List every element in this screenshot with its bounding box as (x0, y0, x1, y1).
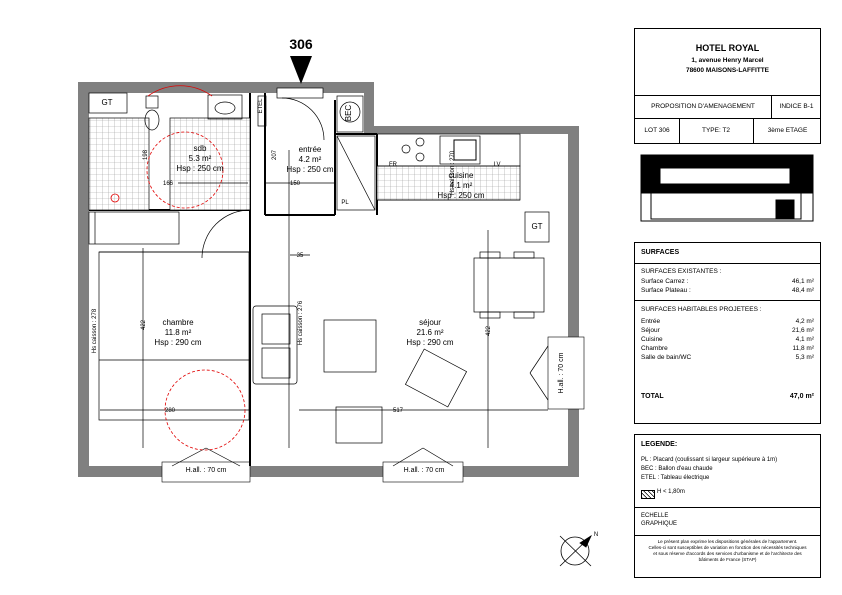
legend-panel (634, 434, 821, 578)
dim-280: 280 (164, 408, 175, 414)
room-sdb-label: sdb 5.3 m² Hsp : 250 cm (176, 144, 224, 173)
lot-label: LOT 306 (644, 127, 670, 134)
habitables-row-sejour: Séjour 21,6 m² (641, 327, 814, 334)
dim-422-left: 422 (141, 320, 147, 331)
fixture-fr: FR (389, 162, 397, 168)
window-label-chambre: H.all. : 70 cm (185, 467, 227, 474)
habitables-heading: SURFACES HABITABLES PROJETEES : (641, 306, 762, 313)
echelle-label-1: ECHELLE (641, 513, 669, 519)
fixture-bec: BEC (344, 104, 353, 122)
etage-label: 3ème ETAGE (767, 127, 808, 134)
dim-198: 198 (143, 150, 149, 161)
legend-heading: LEGENDE: (641, 441, 678, 448)
fixture-etel: ETEL (258, 98, 264, 114)
surfaces-heading: SURFACES (641, 249, 680, 256)
dim-hs-caisson-278: Hs caisson : 278 (92, 308, 98, 354)
existantes-heading: SURFACES EXISTANTES : (641, 268, 722, 275)
disclaimer: Le présent plan exprime les dispositions générales de l'appartement. Celles-ci sont susceptibles de variation en fonction des nécessités techniques et sous réserve d'accords des services d'urbanisme et de l'architecte des bâtiments de France (STAP) (648, 539, 807, 562)
type-label: TYPE: T2 (701, 127, 731, 134)
total-row: TOTAL 47,0 m² (641, 393, 814, 400)
legend-item-etel: ETEL : Tableau électrique (641, 475, 710, 481)
room-entree-label: entrée 4.2 m² Hsp : 250 cm (286, 145, 334, 174)
fixture-pl: PL (341, 200, 349, 206)
indice-label: INDICE B-1 (779, 103, 814, 110)
existantes-row-carrez: Surface Carrez : 46,1 m² (641, 278, 814, 285)
proposition-label: PROPOSITION D'AMENAGEMENT (651, 103, 755, 110)
echelle-label-2: GRAPHIQUE (641, 521, 678, 527)
dim-150: 150 (289, 181, 300, 187)
address-line-1: 1, avenue Henry Marcel (691, 57, 764, 64)
fixture-lv: LV (493, 162, 501, 168)
surfaces-panel (634, 242, 821, 424)
title-block (634, 28, 821, 144)
dim-517: 517 (392, 408, 403, 414)
legend-item-bec: BEC : Ballon d'eau chaude (641, 466, 713, 472)
window-openings (162, 337, 584, 482)
key-plan (641, 155, 813, 221)
dim-207: 207 (272, 150, 278, 161)
address-line-2: 78600 MAISONS-LAFFITTE (685, 67, 770, 74)
hatch-swatch (641, 490, 655, 499)
legend-item-pl: PL : Placard (coulissant si largeur supérieure à 1m) (641, 457, 778, 463)
lot-arrow-icon (290, 56, 312, 84)
fixture-gt-living: GT (531, 222, 543, 231)
room-cuisine-label: cuisine 4.1 m² Hsp : 250 cm (437, 171, 485, 200)
habitables-row-sdb: Salle de bain/WC 5,3 m² (641, 354, 814, 361)
dim-422-right: 422 (486, 326, 492, 337)
window-label-sejour: H.all. : 70 cm (403, 467, 445, 474)
lot-number: 306 (289, 36, 313, 52)
dim-35: 35 (296, 253, 304, 259)
compass-icon (560, 536, 591, 566)
north-label: N (593, 532, 599, 538)
habitables-row-chambre: Chambre 11,8 m² (641, 345, 814, 352)
window-label-side: H.all. : 70 cm (558, 352, 565, 394)
habitables-row-entree: Entrée 4,2 m² (641, 318, 814, 325)
existantes-row-plateau: Surface Plateau : 48,4 m² (641, 287, 814, 294)
hotel-name: HOTEL ROYAL (695, 43, 760, 53)
exterior-walls (78, 82, 579, 477)
room-sejour-label: séjour 21.6 m² Hsp : 290 cm (406, 318, 454, 347)
dim-hs-caisson-270: Hs caisson : 270 (450, 150, 456, 196)
fixture-gt-bath: GT (101, 98, 113, 107)
dim-hs-caisson-276: Hs caisson : 276 (298, 300, 304, 346)
dim-166: 166 (162, 181, 173, 187)
legend-hatch-label: H < 1,80m (657, 489, 685, 495)
room-chambre-label: chambre 11.8 m² Hsp : 290 cm (154, 318, 202, 347)
habitables-row-cuisine: Cuisine 4,1 m² (641, 336, 814, 343)
